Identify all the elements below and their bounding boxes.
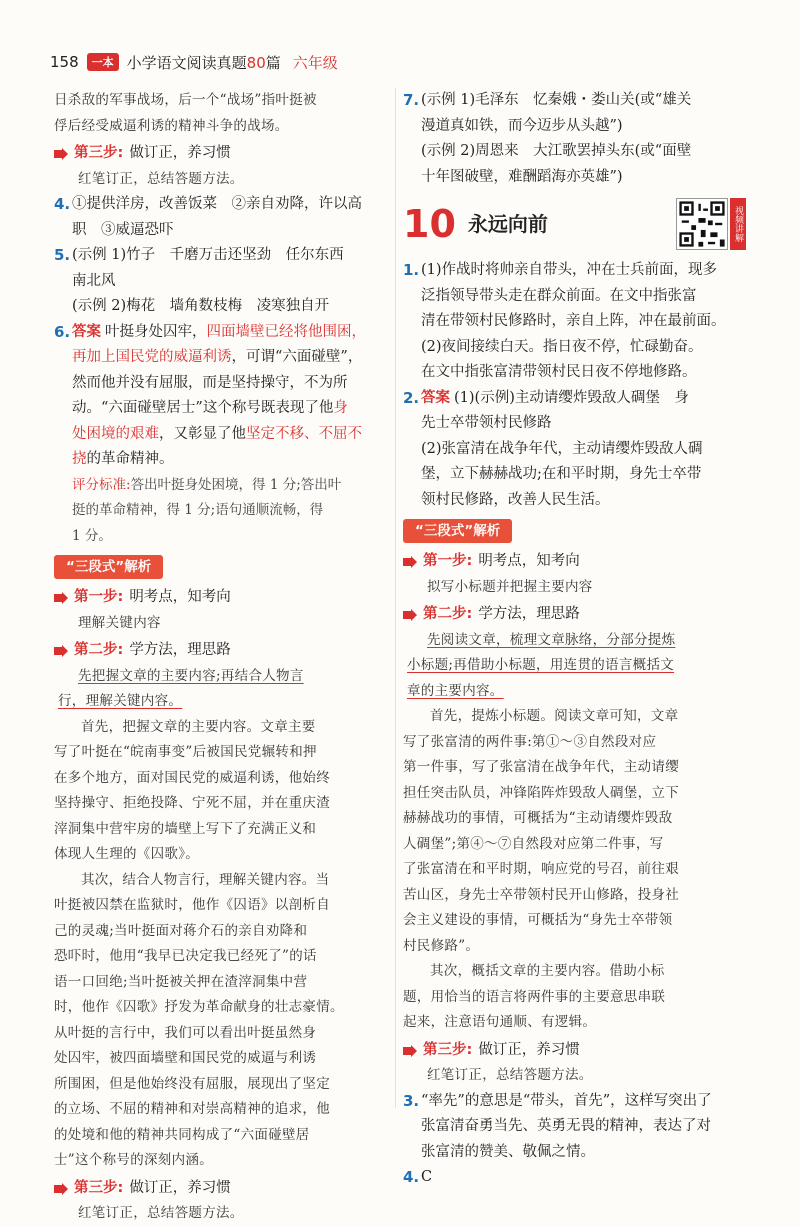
intro-line: 日杀敌的军事战场，后一个“战场”指叶挺被 — [54, 92, 317, 108]
question-1 — [403, 258, 748, 386]
left-column — [54, 88, 387, 1227]
question-number: 4. — [403, 1168, 420, 1186]
arrow-icon — [54, 1183, 68, 1195]
lesson-title: 永远向前 — [467, 212, 548, 237]
answer-line: 南北风 — [72, 272, 116, 289]
step-sub: 先阅读文章，梳理文章脉络，分部分提炼 — [427, 631, 676, 648]
score-text: 1 分。 — [72, 527, 112, 544]
step-label: 第一步: — [74, 589, 124, 605]
series-prefix: 小学语文阅读真题 — [126, 53, 247, 72]
answer-text: ，又彰显了他 — [159, 425, 246, 442]
question-5 — [54, 243, 387, 320]
score-text: 答出叶挺身处困境，得 1 分;答出叶 — [130, 476, 342, 493]
paragraph-line: 的立场、不屈的精神和对崇高精神的追求，他 — [54, 1101, 330, 1117]
answer-line: (示例 1)毛泽东 忆秦娥・娄山关(或“雄关 — [421, 92, 692, 108]
paragraph-line: 己的灵魂;当叶挺面对蒋介石的亲自劝降和 — [54, 922, 308, 939]
answer-line: ①提供洋房，改善饭菜 ②亲自劝降，许以高 — [72, 196, 362, 212]
answer-highlight: 四面墙壁已经将他围困， — [206, 323, 366, 340]
answer-line: 清在带领村民修路时，亲自上阵，冲在最前面。 — [421, 313, 726, 329]
step-label: 第一步: — [423, 553, 473, 569]
paragraph-line: 担任突击队员，冲锋陷阵炸毁敌人碉堡，立下 — [403, 784, 679, 801]
paragraph-line: 坚持操守、拒绝投降、宁死不屈，并在重庆渣 — [54, 795, 330, 811]
score-criteria — [72, 473, 387, 499]
paragraph-second — [403, 959, 748, 1036]
step-text: 学方法，理思路 — [478, 606, 580, 622]
paragraph-line: 人碉堡”;第④～⑦自然段对应第二件事，写 — [403, 835, 664, 852]
answer-line: (示例 1)竹子 千磨万击还坚劲 任尔东西 — [72, 247, 344, 263]
step-label: 第二步: — [423, 606, 473, 622]
answer-text: 动。“六面碰壁居士”这个称号既表现了他 — [72, 400, 334, 416]
arrow-icon — [54, 148, 68, 160]
answer-line: (示例 2)梅花 墙角数枝梅 凌寒独自开 — [72, 298, 330, 314]
step-sub: 先把握文章的主要内容;再结合人物言 — [78, 667, 304, 684]
paragraph-line: 叶挺被囚禁在监狱时，他作《囚语》以剖析自 — [54, 897, 330, 913]
answer-highlight: 身 — [333, 400, 348, 416]
grade-label: 六年级 — [292, 53, 338, 72]
answer-tag: 答案 — [72, 323, 101, 340]
question-number: 1. — [403, 261, 420, 279]
question-number: 7. — [403, 91, 420, 109]
answer-line: (2)夜间接续白天。指日夜不停，忙碌勤奋。 — [421, 338, 703, 355]
paragraph-first — [403, 704, 748, 959]
step3-heading — [54, 1176, 387, 1202]
step1-heading — [54, 585, 387, 611]
page-number: 158 — [50, 53, 79, 71]
paragraph-line: 首先，把握文章的主要内容。文章主要 — [81, 718, 316, 735]
answer-text: ，可谓“六面碰壁”， — [231, 349, 363, 365]
question-6 — [54, 320, 387, 550]
analysis-badge: “三段式”解析 — [403, 519, 512, 543]
step-sub: 小标题;再借助小标题，用连贯的语言概括文 — [407, 657, 675, 673]
step-text: 做订正，养习惯 — [478, 1041, 580, 1058]
answer-line: (示例 2)周恩来 大江歌罢掉头东(或“面壁 — [421, 143, 692, 159]
paragraph-line: 会主义建设的事情，可概括为“身先士卒带领 — [403, 912, 673, 928]
question-4 — [54, 192, 387, 243]
question-number: 6. — [54, 322, 71, 341]
lesson-number: 10 — [403, 202, 456, 247]
answer-line — [421, 386, 748, 412]
page-header — [50, 48, 338, 76]
answer-line: 张富清的赞美、敬佩之情。 — [421, 1143, 595, 1160]
answer-line: 漫道真如铁，而今迈步从头越”) — [421, 117, 623, 134]
answer-line: C — [421, 1169, 433, 1185]
arrow-icon — [54, 592, 68, 604]
question-number: 2. — [403, 388, 420, 407]
answer-line — [72, 422, 387, 448]
paragraph-line: 第一件事，写了张富清在战争年代，主动请缨 — [403, 759, 679, 775]
question-2 — [403, 386, 748, 514]
step-label: 第三步: — [74, 145, 124, 161]
step-label: 第三步: — [74, 1179, 124, 1196]
question-number: 3. — [403, 1091, 420, 1110]
answer-line: 十年图破壁，难酬蹈海亦英雄”) — [421, 168, 623, 185]
answer-highlight: 坚定不移、不屈不 — [246, 425, 362, 442]
step-label: 第三步: — [423, 1041, 473, 1058]
brand-logo: 一本 — [87, 53, 119, 71]
answer-tag: 答案 — [421, 389, 450, 406]
paragraph-line: 滓洞集中营牢房的墙壁上写下了充满正义和 — [54, 820, 317, 837]
paragraph-line: 时，他作《囚歌》抒发为革命献身的壮志豪情。 — [54, 999, 344, 1015]
qr-code-icon[interactable] — [676, 198, 728, 250]
paragraph-line: 其次，概括文章的主要内容。借助小标 — [430, 963, 665, 979]
question-3 — [403, 1089, 748, 1166]
step-sub: 拟写小标题并把握主要内容 — [427, 578, 593, 595]
paragraph-line: 体现人生理的《囚歌》。 — [54, 846, 200, 862]
intro-line: 俘后经受威逼利诱的精神斗争的战场。 — [54, 117, 289, 134]
answer-line — [72, 320, 387, 346]
score-label: 评分标准: — [72, 476, 131, 493]
step-text: 明考点，知考向 — [129, 589, 231, 605]
paragraph-line: 写了叶挺在“皖南事变”后被国民党辗转和押 — [54, 744, 317, 760]
question-number: 5. — [54, 246, 71, 264]
step-text: 做订正，养习惯 — [129, 145, 231, 161]
answer-line: “率先”的意思是“带头，首先”，这样写突出了 — [421, 1092, 712, 1109]
step-text: 明考点，知考向 — [478, 553, 580, 569]
question-7 — [403, 88, 748, 190]
paragraph-line: 处囚牢，被四面墙壁和国民党的威逼与利诱 — [54, 1050, 317, 1066]
answer-line: 领村民修路，改善人民生活。 — [421, 491, 610, 508]
question-4 — [403, 1165, 748, 1191]
step3-heading — [403, 1038, 748, 1064]
answer-text: (1)(示例)主动请缨炸毁敌人碉堡 身 — [454, 389, 689, 406]
paragraph-first — [54, 715, 387, 868]
answer-line: 堡，立下赫赫战功;在和平时期，身先士卒带 — [421, 466, 702, 482]
arrow-icon — [54, 645, 68, 657]
paragraph-line: 了张富清在和平时期，响应党的号召，前往艰 — [403, 861, 679, 877]
answer-line: (1)作战时将帅亲自带头，冲在士兵前面，现多 — [421, 262, 718, 278]
step2-heading — [54, 638, 387, 664]
column-divider — [395, 88, 396, 1108]
step-label: 第二步: — [74, 642, 124, 658]
paragraph-line: 题，用恰当的语言将两件事的主要意思串联 — [403, 988, 666, 1005]
answer-line — [72, 396, 387, 422]
question-number: 4. — [54, 195, 71, 213]
answer-line: 先士卒带领村民修路 — [421, 415, 552, 431]
right-column — [403, 88, 748, 1191]
series-suffix: 篇 — [265, 53, 281, 72]
step-sub: 红笔订正，总结答题方法。 — [427, 1067, 593, 1083]
answer-line: (2)张富清在战争年代，主动请缨炸毁敌人碉 — [421, 440, 703, 457]
qr-tag: 视频讲解 — [730, 198, 746, 250]
step2-heading — [403, 602, 748, 628]
answer-highlight: 处困境的艰难 — [72, 425, 159, 442]
lesson-heading — [403, 198, 748, 252]
arrow-icon — [403, 1045, 417, 1057]
series-title — [127, 52, 281, 73]
analysis-badge: “三段式”解析 — [54, 555, 163, 579]
step1-heading — [403, 549, 748, 575]
arrow-icon — [403, 556, 417, 568]
step-text: 学方法，理思路 — [129, 642, 231, 658]
answer-line: 泛指领导带头走在群众前面。在文中指张富 — [421, 287, 697, 304]
step-text: 做订正，养习惯 — [129, 1179, 231, 1196]
step-sub: 章的主要内容。 — [407, 682, 504, 699]
step-sub: 理解关键内容 — [78, 614, 161, 631]
answer-highlight: 挠 — [72, 451, 87, 467]
paragraph-line: 赫赫战功的事情，可概括为“主动请缨炸毁敌 — [403, 810, 673, 826]
step3-heading — [54, 141, 387, 167]
paragraph-second — [54, 868, 387, 1174]
step-sub: 行，理解关键内容。 — [58, 693, 183, 709]
paragraph-line: 士”这个称号的深刻内涵。 — [54, 1152, 214, 1168]
paragraph-line: 的处境和他的精神共同构成了“六面碰壁居 — [54, 1126, 310, 1143]
answer-line: 张富清奋勇当先、英勇无畏的精神，表达了对 — [421, 1118, 711, 1134]
paragraph-line: 从叶挺的言行中，我们可以看出叶挺虽然身 — [54, 1024, 317, 1041]
answer-text: 叶挺身处囚牢， — [105, 323, 207, 340]
step-sub: 红笔订正，总结答题方法。 — [78, 1205, 244, 1221]
answer-line — [72, 447, 387, 473]
answer-line: 职 ③威逼恐吓 — [72, 221, 174, 238]
answer-line — [72, 345, 387, 371]
paragraph-line: 恐吓时，他用“我早已决定我已经死了”的话 — [54, 948, 317, 964]
paragraph-line: 苦山区，身先士卒带领村民开山修路，投身社 — [403, 886, 679, 903]
paragraph-line: 首先，提炼小标题。阅读文章可知，文章 — [430, 708, 679, 724]
answer-line: 然而他并没有屈服，而是坚持操守，不为所 — [72, 374, 348, 391]
answer-line: 在文中指张富清带领村民日夜不停地修路。 — [421, 364, 697, 380]
paragraph-line: 在多个地方，面对国民党的威逼利诱，他始终 — [54, 769, 330, 786]
answer-text: 的革命精神。 — [86, 451, 174, 467]
paragraph-line: 所围困，但是他始终没有屈服，展现出了坚定 — [54, 1075, 330, 1092]
arrow-icon — [403, 609, 417, 621]
series-count: 80 — [246, 53, 266, 72]
answer-highlight: 再加上国民党的威逼利诱 — [72, 349, 232, 365]
step-sub: 红笔订正，总结答题方法。 — [78, 170, 244, 187]
paragraph-line: 写了张富清的两件事:第①～③自然段对应 — [403, 733, 657, 750]
paragraph-line: 村民修路”。 — [403, 937, 480, 954]
paragraph-line: 语一口回绝;当叶挺被关押在渣滓洞集中营 — [54, 973, 308, 990]
score-text: 挺的革命精神，得 1 分;语句通顺流畅，得 — [72, 502, 324, 518]
paragraph-line: 起来，注意语句通顺、有逻辑。 — [403, 1014, 597, 1030]
paragraph-line: 其次，结合人物言行，理解关键内容。当 — [81, 871, 330, 888]
